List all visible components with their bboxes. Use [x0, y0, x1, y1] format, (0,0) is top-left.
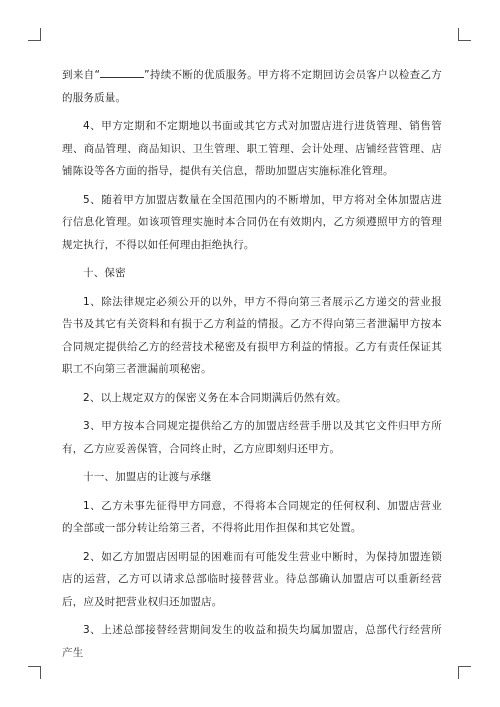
section-heading-confidentiality: 十、保密: [83, 267, 126, 279]
crop-mark-bottom-left: [28, 666, 41, 679]
paragraph-transfer-1: 1、乙方未事先征得甲方同意，不得将本合同规定的任何权利、加盟店营业的全部或一部分转让给第三者，不得将此用作担保和其它处置。: [62, 499, 442, 534]
paragraph-transfer-3: 3、上述总部接替经营期间发生的收益和损失均属加盟店，总部代行经营所产生: [62, 624, 442, 659]
fill-in-blank: [100, 65, 144, 78]
paragraph-confidentiality-3: 3、甲方按本合同规定提供给乙方的加盟店经营手册以及其它文件归甲方所有，乙方应妥善保管，合同终止时，乙方应即刻归还甲方。: [62, 420, 442, 455]
document-body: [62, 64, 442, 670]
paragraph-confidentiality-2: 2、以上规定双方的保密义务在本合同期满后仍然有效。: [83, 391, 347, 404]
crop-mark-bottom-right: [458, 666, 471, 679]
crop-mark-top-left: [28, 28, 41, 41]
paragraph-transfer-2: 2、如乙方加盟店因明显的困难而有可能发生营业中断时，为保持加盟连锁店的运营，乙方可以请求总部临时接替营业。待总部确认加盟店可以重新经营后，应及时把营业权归还加盟店。: [62, 550, 442, 608]
paragraph-confidentiality-1: 1、除法律规定必须公开的以外，甲方不得向第三者展示乙方递交的营业报告书及其它有关资料和有损于乙方利益的情报。乙方不得向第三者泄漏甲方按本合同规定提供给乙方的经营技术秘密及有损甲方利益的情报。乙方有责任保证其职工不向第三者泄漏前项秘密。: [62, 295, 442, 375]
crop-mark-top-right: [458, 28, 471, 41]
section-heading-transfer: 十一、加盟店的让渡与承继: [83, 471, 212, 483]
paragraph-guidance: 4、甲方定期和不定期地以书面或其它方式对加盟店进行进货管理、销售管理、商品管理、商品知识、卫生管理、职工管理、会计处理、店铺经营管理、店铺陈设等各方面的指导，提供有关信息，帮助加盟店实施标准化管理。: [62, 120, 442, 177]
paragraph-information-management: 5、随着甲方加盟店数量在全国范围内的不断增加，甲方将对全体加盟店进行信息化管理。如该项管理实施时本合同仍在有效期内，乙方须遵照甲方的管理规定执行，不得以如任何理由拒绝执行。: [62, 193, 442, 251]
paragraph-service-quality: 到来自“ ”持续不断的优质服务。甲方将不定期回访会员客户以检查乙方的服务质量。: [62, 64, 442, 109]
